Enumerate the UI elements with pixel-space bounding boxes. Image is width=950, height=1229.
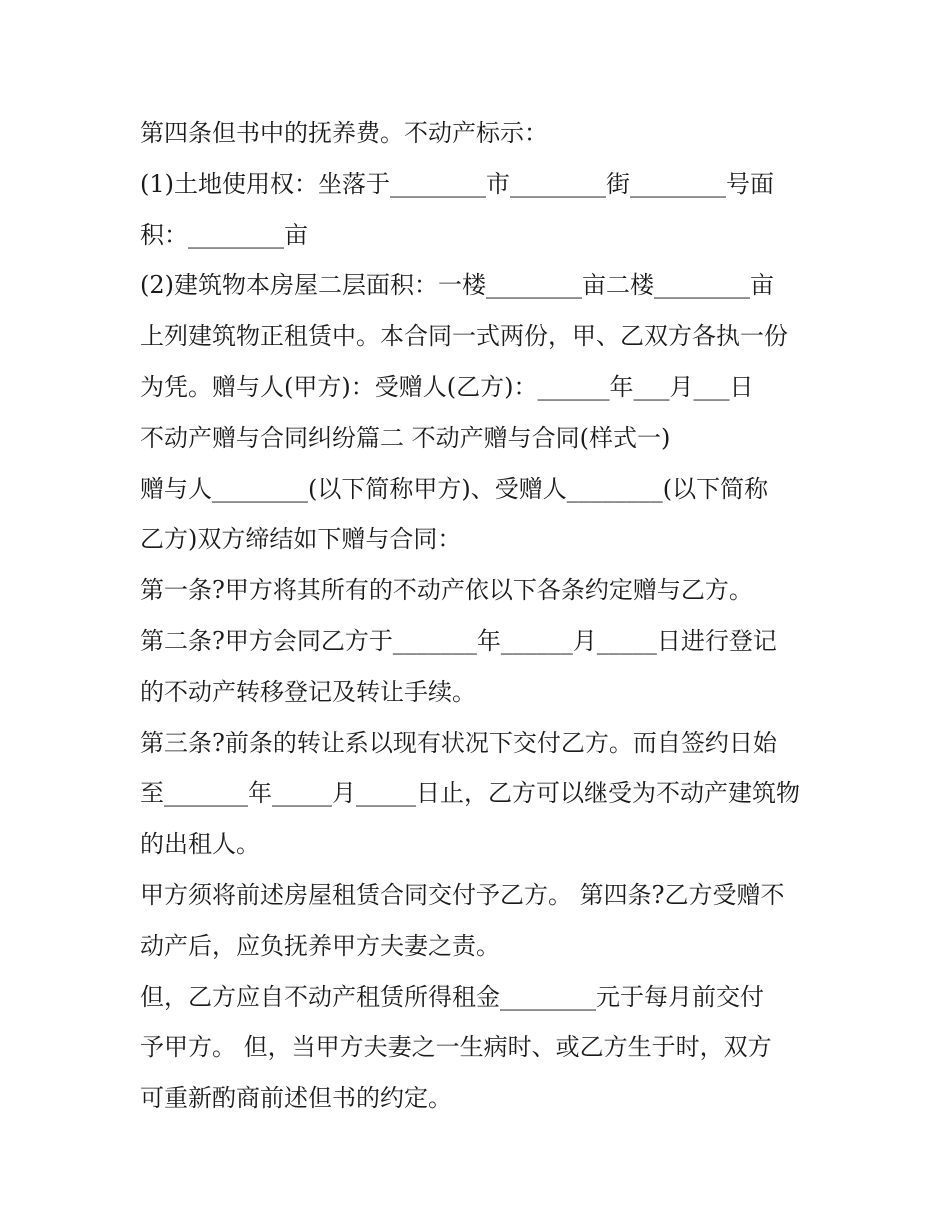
text-line: 的出租人。 bbox=[140, 830, 260, 859]
text-line: 第三条?前条的转让系以现有状况下交付乙方。而自签约日始 bbox=[140, 728, 777, 757]
text-line: 可重新酌商前述但书的约定。 bbox=[140, 1084, 452, 1113]
text-line: 的不动产转移登记及转让手续。 bbox=[140, 677, 476, 706]
text-line: 乙方)双方缔结如下赠与合同： bbox=[140, 525, 462, 554]
text-line: 第一条?甲方将其所有的不动产依以下各条约定赠与乙方。 bbox=[140, 576, 753, 605]
text-line: (1)土地使用权：坐落于________市________街________号面 bbox=[140, 169, 774, 198]
text-line: 至_______年_____月_____日止，乙方可以继受为不动产建筑物 bbox=[140, 779, 800, 808]
text-line: 第四条但书中的抚养费。不动产标示： bbox=[140, 119, 548, 147]
text-line: 予甲方。 但，当甲方夫妻之一生病时、或乙方生于时，双方 bbox=[140, 1033, 772, 1062]
text-line: 赠与人________(以下简称甲方)、受赠人________(以下简称 bbox=[140, 474, 769, 503]
contract-text bbox=[140, 108, 820, 1124]
text-line: 为凭。赠与人(甲方)：受赠人(乙方)：______年___月___日 bbox=[140, 372, 754, 401]
text-line: 甲方须将前述房屋租赁合同交付予乙方。 第四条?乙方受赠不 bbox=[140, 880, 785, 909]
text-line: 但，乙方应自不动产租赁所得租金________元于每月前交付 bbox=[140, 982, 764, 1011]
text-line: 上列建筑物正租赁中。本合同一式两份，甲、乙双方各执一份 bbox=[140, 322, 788, 351]
text-line: 第二条?甲方会同乙方于_______年______月_____日进行登记 bbox=[140, 626, 777, 655]
text-line: (2)建筑物本房屋二层面积：一楼________亩二楼________亩 bbox=[140, 271, 774, 300]
text-line: 不动产赠与合同纠纷篇二 不动产赠与合同(样式一) bbox=[140, 423, 671, 452]
text-line: 动产后，应负抚养甲方夫妻之责。 bbox=[140, 931, 500, 960]
text-line: 积：________亩 bbox=[140, 220, 308, 249]
